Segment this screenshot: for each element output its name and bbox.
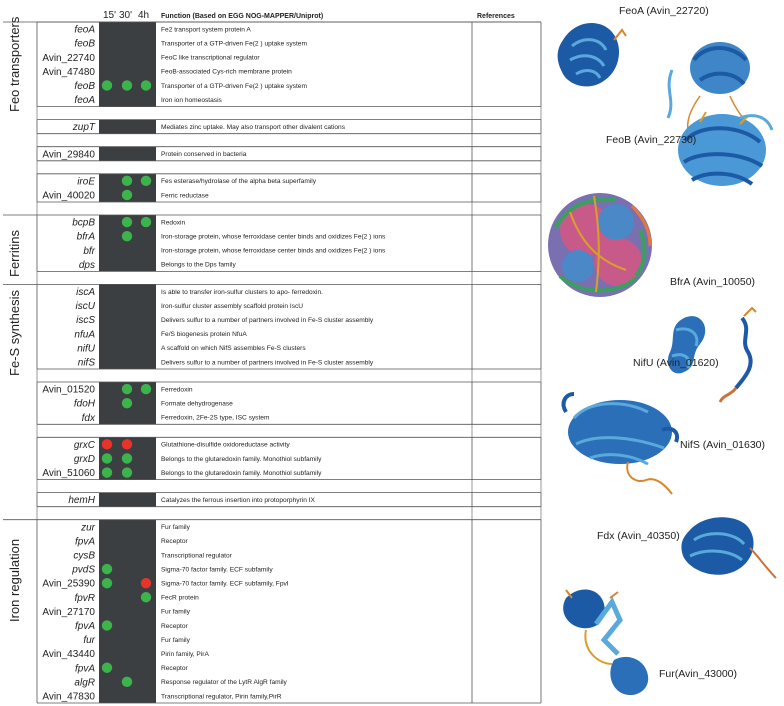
gene-name: fdoH bbox=[73, 398, 95, 410]
gene-name: cysB bbox=[73, 550, 95, 562]
time-column-band bbox=[99, 22, 156, 107]
gene-name: Avin_27170 bbox=[42, 606, 95, 618]
gene-name: Avin_47830 bbox=[42, 691, 95, 703]
gene-name: bfrA bbox=[76, 231, 95, 243]
green-expression-dot bbox=[122, 467, 132, 477]
green-expression-dot bbox=[122, 384, 132, 394]
green-expression-dot bbox=[122, 677, 132, 687]
feoa-label: FeoA (Avin_22720) bbox=[619, 5, 709, 17]
gene-name: iscA bbox=[76, 286, 95, 298]
function-text: Pirin family, PirA bbox=[161, 650, 209, 658]
red-expression-dot bbox=[122, 439, 132, 449]
green-expression-dot bbox=[102, 80, 112, 90]
bfra-label: BfrA (Avin_10050) bbox=[670, 276, 756, 288]
function-text: Formate dehydrogenase bbox=[161, 400, 233, 408]
gene-name: grxD bbox=[73, 453, 95, 465]
structure-panel bbox=[548, 5, 776, 695]
function-text: Is able to transfer iron-sulfur clusters to apo- ferredoxin. bbox=[161, 288, 323, 296]
gene-name: feoB bbox=[74, 38, 95, 50]
function-text: Belongs to the glutaredoxin family. Monothiol subfamily bbox=[161, 469, 322, 477]
green-expression-dot bbox=[141, 217, 151, 227]
green-expression-dot bbox=[102, 663, 112, 673]
green-expression-dot bbox=[141, 592, 151, 602]
category-iron-regulation: Iron regulation bbox=[7, 538, 22, 622]
gene-name: nfuA bbox=[74, 329, 95, 341]
green-expression-dot bbox=[122, 176, 132, 186]
green-expression-dot bbox=[122, 217, 132, 227]
time-column-band bbox=[99, 284, 156, 369]
green-expression-dot bbox=[122, 80, 132, 90]
time-header-4h: 4h bbox=[138, 10, 150, 21]
time-column-band bbox=[99, 147, 156, 161]
green-expression-dot bbox=[102, 578, 112, 588]
function-text: Belongs to the glutaredoxin family. Monothiol subfamily bbox=[161, 455, 322, 463]
gene-name: zur bbox=[81, 522, 95, 534]
gene-name: hemH bbox=[68, 495, 95, 507]
time-header-30min: 30' bbox=[119, 10, 133, 21]
fdx-label: Fdx (Avin_40350) bbox=[597, 530, 680, 542]
nifs-structure-image bbox=[564, 394, 677, 494]
function-text: Iron ion homeostasis bbox=[161, 96, 222, 104]
gene-name: Avin_51060 bbox=[42, 468, 95, 480]
nifs-label: NifS (Avin_01630) bbox=[680, 439, 766, 451]
function-text: Sigma-70 factor family. ECF subfamily bbox=[161, 566, 273, 574]
function-text: Fur family bbox=[161, 636, 190, 644]
gene-name: iscU bbox=[75, 301, 95, 313]
time-column-band bbox=[99, 493, 156, 507]
gene-name: Avin_43440 bbox=[42, 649, 95, 661]
gene-name: bcpB bbox=[72, 217, 95, 229]
gene-name: grxC bbox=[73, 439, 95, 451]
gene-name: Avin_01520 bbox=[42, 384, 95, 396]
function-text: Belongs to the Dps family bbox=[161, 261, 236, 269]
gene-name: Avin_47480 bbox=[42, 66, 95, 78]
function-text: FecR protein bbox=[161, 594, 199, 602]
category-feo-transporters: Feo transporters bbox=[7, 16, 22, 112]
green-expression-dot bbox=[141, 176, 151, 186]
gene-name: fdx bbox=[81, 412, 95, 424]
green-expression-dot bbox=[141, 80, 151, 90]
function-text: Fes esterase/hydrolase of the alpha beta superfamily bbox=[161, 178, 317, 186]
green-expression-dot bbox=[102, 620, 112, 630]
green-expression-dot bbox=[122, 453, 132, 463]
table-header bbox=[103, 10, 515, 21]
fur-label: Fur(Avin_43000) bbox=[659, 668, 738, 680]
function-text: Catalyzes the ferrous insertion into protoporphyrin IX bbox=[161, 496, 315, 504]
gene-name: iscS bbox=[76, 315, 95, 327]
function-text: Iron-storage protein, whose ferroxidase center binds and oxidizes Fe(2 ) ions bbox=[161, 233, 386, 241]
function-text: Transporter of a GTP-driven Fe(2 ) uptake system bbox=[161, 82, 307, 90]
function-text: Iron-storage protein, whose ferroxidase center binds and oxidizes Fe(2 ) ions bbox=[161, 247, 386, 255]
function-text: Fur family bbox=[161, 524, 190, 532]
fur-structure-image bbox=[563, 589, 648, 695]
time-column-band bbox=[99, 520, 156, 703]
gene-name: Avin_29840 bbox=[42, 149, 95, 161]
gene-name: bfr bbox=[83, 245, 95, 257]
function-text: FeoB-associated Cys-rich membrane protein bbox=[161, 68, 292, 76]
references-header: References bbox=[477, 13, 515, 20]
gene-name: fpvR bbox=[74, 592, 95, 604]
red-expression-dot bbox=[102, 439, 112, 449]
function-text: Transporter of a GTP-driven Fe(2 ) uptake system bbox=[161, 40, 307, 48]
gene-name: nifU bbox=[77, 343, 95, 355]
bfra-structure-image bbox=[548, 193, 652, 297]
function-text: Transcriptional regulator bbox=[161, 552, 232, 560]
function-text: FeoC like transcriptional regulator bbox=[161, 54, 260, 62]
gene-name: Avin_25390 bbox=[42, 578, 95, 590]
function-text: Ferredoxin, 2Fe-2S type, ISC system bbox=[161, 414, 270, 422]
green-expression-dot bbox=[102, 564, 112, 574]
gene-name: Avin_22740 bbox=[42, 52, 95, 64]
category-ferritins: Ferritins bbox=[7, 230, 22, 277]
green-expression-dot bbox=[122, 398, 132, 408]
gene-name: feoA bbox=[74, 95, 95, 107]
function-text: Delivers sulfur to a number of partners involved in Fe-S cluster assembly bbox=[161, 316, 374, 324]
gene-name: algR bbox=[74, 677, 95, 689]
gene-name: pvdS bbox=[72, 564, 95, 576]
gene-name: fur bbox=[83, 635, 95, 647]
gene-name: feoA bbox=[74, 24, 95, 36]
time-header-15min: 15' bbox=[103, 10, 117, 21]
function-text: Fe2 transport system protein A bbox=[161, 26, 251, 34]
time-column-band bbox=[99, 120, 156, 134]
category-labels bbox=[7, 16, 22, 622]
category-fe-s-synthesis: Fe-S synthesis bbox=[7, 290, 22, 376]
function-text: Receptor bbox=[161, 622, 188, 630]
function-text: Iron-sulfur cluster assembly scaffold protein IscU bbox=[161, 302, 304, 310]
green-expression-dot bbox=[102, 453, 112, 463]
gene-name: nifS bbox=[77, 357, 95, 369]
function-text: Sigma-70 factor family. ECF subfamily, FpvI bbox=[161, 580, 289, 588]
green-expression-dot bbox=[102, 467, 112, 477]
gene-name: dps bbox=[78, 259, 95, 271]
gene-name: Avin_40020 bbox=[42, 190, 95, 202]
function-text: Ferredoxin bbox=[161, 386, 193, 394]
function-text: Redoxin bbox=[161, 219, 186, 227]
gene-name: fpvA bbox=[74, 536, 95, 548]
feoa-structure-image bbox=[558, 23, 626, 86]
gene-name: iroE bbox=[77, 176, 95, 188]
gene-name: feoB bbox=[74, 80, 95, 92]
feob-label: FeoB (Avin_22730) bbox=[606, 134, 697, 146]
function-text: Receptor bbox=[161, 538, 188, 546]
nifu-label: NifU (Avin_01620) bbox=[633, 357, 719, 369]
function-text: Fur family bbox=[161, 608, 190, 616]
feob-structure-image bbox=[668, 42, 772, 186]
function-header: Function (Based on EGG NOG-MAPPER/Uniprot) bbox=[161, 13, 324, 20]
gene-name: fpvA bbox=[74, 620, 95, 632]
function-text: Response regulator of the LytR AlgR family bbox=[161, 679, 287, 687]
nifu-structure-image bbox=[668, 308, 756, 402]
gene-table bbox=[3, 22, 541, 703]
function-text: Transcriptional regulator, Pirin family,PirR bbox=[161, 693, 282, 701]
function-text: Mediates zinc uptake. May also transport other divalent cations bbox=[161, 123, 345, 131]
function-text: Protein conserved in bacteria bbox=[161, 151, 247, 159]
green-expression-dot bbox=[122, 190, 132, 200]
green-expression-dot bbox=[122, 231, 132, 241]
function-text: A scaffold on which NifS assembles Fe-S clusters bbox=[161, 345, 306, 353]
fdx-structure-image bbox=[681, 517, 776, 578]
red-expression-dot bbox=[141, 578, 151, 588]
function-text: Glutathione-disulfide oxidoreductase activity bbox=[161, 441, 290, 449]
function-text: Ferric reductase bbox=[161, 192, 209, 200]
function-text: Receptor bbox=[161, 665, 188, 673]
green-expression-dot bbox=[141, 384, 151, 394]
gene-name: zupT bbox=[72, 122, 95, 134]
function-text: Delivers sulfur to a number of partners involved in Fe-S cluster assembly bbox=[161, 359, 374, 367]
gene-name: fpvA bbox=[74, 663, 95, 675]
function-text: Fe/S biogenesis protein NfuA bbox=[161, 331, 247, 339]
